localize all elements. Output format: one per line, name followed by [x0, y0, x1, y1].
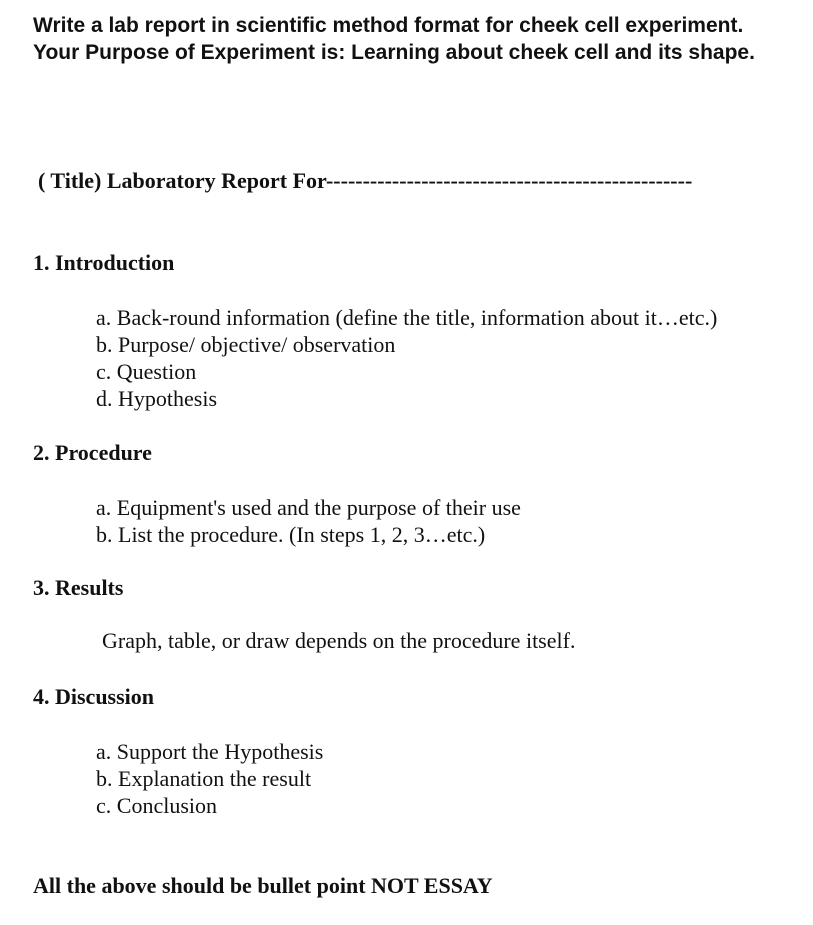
procedure-list	[96, 494, 521, 548]
list-item: c. Question	[96, 359, 197, 384]
list-item: a. Back-round information (define the title, information about it…etc.)	[96, 305, 718, 330]
list-item: a. Support the Hypothesis	[96, 739, 324, 764]
assignment-prompt	[33, 12, 793, 66]
prompt-purpose: Your Purpose of Experiment is: Learning about cheek cell and its shape.	[33, 41, 755, 64]
list-item: d. Hypothesis	[96, 386, 217, 411]
discussion-list	[96, 738, 323, 819]
results-description: Graph, table, or draw depends on the procedure itself.	[102, 628, 576, 653]
prompt-instruction: Write a lab report in scientific method format for cheek cell experiment.	[33, 14, 744, 37]
list-item: b. Explanation the result	[96, 766, 312, 791]
list-item: b. List the procedure. (In steps 1, 2, 3…etc.)	[96, 522, 486, 547]
list-item: c. Conclusion	[96, 793, 217, 818]
section-heading-discussion: 4. Discussion	[33, 684, 155, 709]
section-heading-procedure: 2. Procedure	[33, 440, 152, 465]
section-heading-results: 3. Results	[33, 575, 124, 600]
list-item: b. Purpose/ objective/ observation	[96, 332, 396, 357]
list-item: a. Equipment's used and the purpose of their use	[96, 495, 521, 520]
section-heading-introduction: 1. Introduction	[33, 250, 175, 275]
footer-note: All the above should be bullet point NOT ESSAY	[33, 873, 493, 898]
introduction-list	[96, 304, 717, 412]
report-title-line: ( Title) Laboratory Report For--------------------------------------------------	[38, 168, 693, 193]
